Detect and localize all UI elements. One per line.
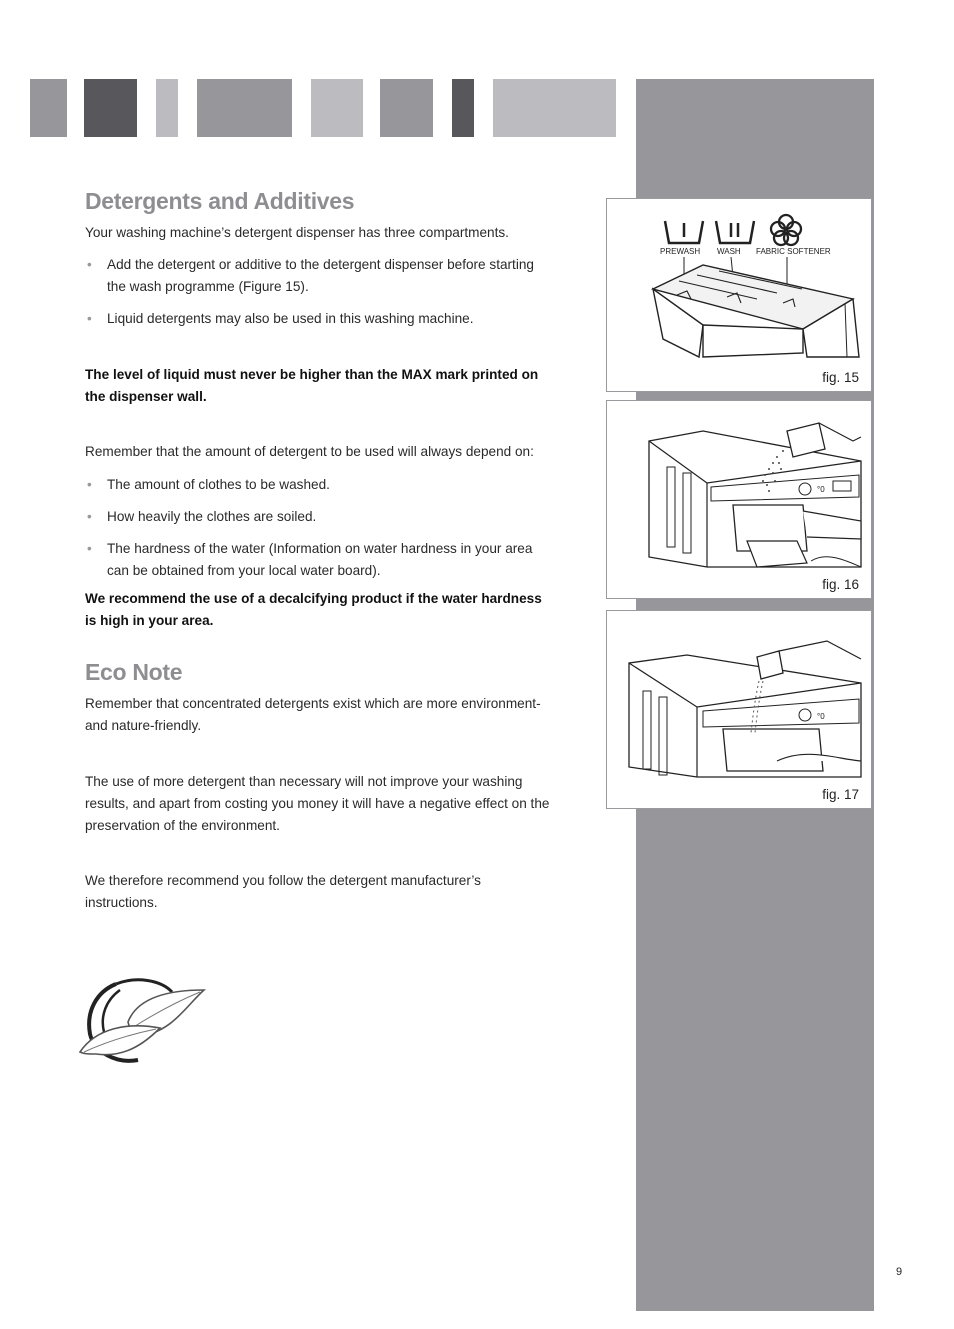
- label-fabric-softener: FABRIC SOFTENER: [756, 247, 831, 256]
- figure-caption: fig. 15: [822, 370, 859, 385]
- header-block-4: [197, 79, 292, 137]
- liquid-level-warning: The level of liquid must never be higher than the MAX mark printed on the dispenser wall.: [85, 367, 539, 404]
- eco-paragraph-2: The use of more detergent than necessary will not improve your washing results, and apart from costing you money it will have a negative effect on the preservation of the environment.: [85, 774, 550, 833]
- dispenser-bullets: [85, 254, 555, 340]
- fabric-softener-flower-icon: [771, 215, 801, 245]
- figure-caption: fig. 16: [822, 577, 859, 592]
- label-prewash: PREWASH: [660, 247, 701, 256]
- detergent-factors-list: [85, 474, 555, 592]
- header-block-3: [156, 79, 178, 137]
- svg-text:°0: °0: [817, 485, 825, 494]
- eco-paragraph-1: Remember that concentrated detergents exist which are more environment- and nature-friendly.: [85, 696, 541, 733]
- list-item: • How heavily the clothes are soiled.: [87, 509, 317, 524]
- eco-leaf-icon: [76, 972, 206, 1072]
- prewash-compartment-icon: [665, 221, 703, 243]
- eco-paragraph-3: We therefore recommend you follow the detergent manufacturer’s instructions.: [85, 873, 481, 910]
- list-item: • The amount of clothes to be washed.: [87, 477, 330, 492]
- header-block-1: [30, 79, 67, 137]
- header-block-8: [493, 79, 616, 137]
- svg-text:°0: °0: [817, 712, 825, 721]
- list-item: • The hardness of the water (Information on water hardness in your area can be obtained from your local water board).: [87, 541, 533, 578]
- list-item: • Add the detergent or additive to the detergent dispenser before starting the wash programme (Figure 15).: [87, 257, 534, 294]
- figure-15-dispenser: [606, 198, 872, 392]
- figure-16-powder-detergent: [606, 400, 872, 599]
- header-block-2: [84, 79, 137, 137]
- wash-compartment-icon: [716, 221, 754, 243]
- intro-text: Your washing machine’s detergent dispenser has three compartments.: [85, 225, 509, 240]
- remember-text: Remember that the amount of detergent to be used will always depend on:: [85, 444, 534, 459]
- figure-17-liquid-detergent: [606, 610, 872, 809]
- figure-caption: fig. 17: [822, 787, 859, 802]
- list-item: • Liquid detergents may also be used in this washing machine.: [87, 311, 474, 326]
- section-title-detergents: Detergents and Additives: [85, 188, 355, 214]
- decalcify-recommendation: We recommend the use of a decalcifying product if the water hardness is high in your area.: [85, 591, 542, 628]
- header-block-7: [452, 79, 474, 137]
- page-number: 9: [896, 1266, 903, 1278]
- header-block-6: [380, 79, 433, 137]
- label-wash: WASH: [717, 247, 741, 256]
- section-title-eco-note: Eco Note: [85, 659, 183, 685]
- header-block-5: [311, 79, 363, 137]
